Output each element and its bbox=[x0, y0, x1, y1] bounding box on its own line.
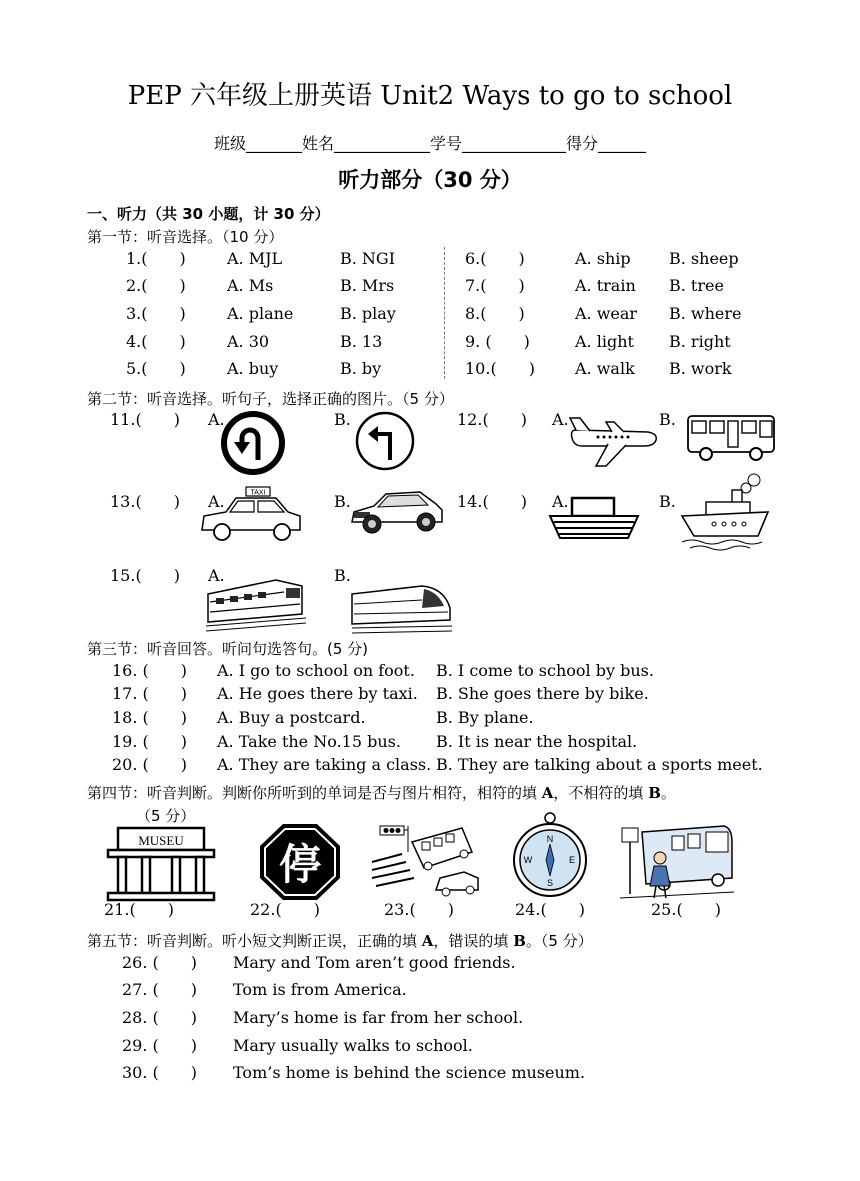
boat-icon[interactable] bbox=[548, 494, 640, 542]
column-divider bbox=[444, 247, 445, 379]
subway-icon[interactable] bbox=[352, 580, 452, 634]
option-a: A. He goes there by taxi. bbox=[217, 684, 418, 703]
option-b: B. By plane. bbox=[436, 708, 534, 727]
question-number[interactable]: 25.( ) bbox=[651, 900, 721, 919]
statement: Mary and Tom aren’t good friends. bbox=[233, 953, 516, 972]
option-a: A. plane bbox=[227, 304, 294, 323]
turn-left-sign-icon[interactable] bbox=[352, 410, 418, 472]
section5-title-text: 第五节：听音判断。听小短文判断正误，正确的填 bbox=[87, 932, 422, 950]
section5-title-text: ，错误的填 bbox=[433, 932, 514, 950]
option-a: A. Take the No.15 bus. bbox=[217, 732, 401, 751]
section2-title: 第二节：听音选择。听句子，选择正确的图片。（5 分） bbox=[87, 390, 454, 408]
section3-title: 第三节：听音回答。听问句选答句。(5 分) bbox=[87, 640, 369, 658]
question-number[interactable]: 30. ( ) bbox=[122, 1063, 198, 1082]
option-a: A. wear bbox=[575, 304, 638, 323]
question-number[interactable]: 10.( ) bbox=[465, 359, 535, 378]
statement: Mary’s home is far from her school. bbox=[233, 1008, 524, 1027]
option-b: B. She goes there by bike. bbox=[436, 684, 649, 703]
option-b: B. work bbox=[669, 359, 732, 378]
option-a: A. walk bbox=[575, 359, 635, 378]
section4-title bbox=[87, 782, 676, 803]
option-b: B. where bbox=[669, 304, 742, 323]
svg-text:N: N bbox=[546, 834, 554, 844]
bus-icon[interactable] bbox=[686, 414, 778, 462]
option-a: A. I go to school on foot. bbox=[217, 661, 415, 680]
question-number[interactable]: 9. ( ) bbox=[465, 332, 530, 351]
girl-waiting-bus-icon[interactable] bbox=[620, 822, 734, 902]
question-number[interactable]: 20. ( ) bbox=[112, 755, 188, 774]
option-b: B. 13 bbox=[340, 332, 383, 351]
question-number[interactable]: 3.( ) bbox=[126, 304, 186, 323]
svg-text:E: E bbox=[568, 855, 576, 865]
answer-a-mark: A bbox=[421, 932, 434, 950]
option-b: B. play bbox=[340, 304, 396, 323]
museum-icon[interactable] bbox=[106, 826, 216, 902]
car-icon[interactable] bbox=[348, 486, 444, 538]
question-number[interactable]: 6.( ) bbox=[465, 249, 525, 268]
option-a: A. ship bbox=[575, 249, 631, 268]
question-number[interactable]: 17. ( ) bbox=[112, 684, 188, 703]
museum-label: MUSEU bbox=[138, 833, 184, 848]
option-b-label: B. bbox=[334, 566, 351, 585]
answer-b-mark: B bbox=[648, 784, 661, 802]
question-number[interactable]: 5.( ) bbox=[126, 359, 186, 378]
listening-header: 听力部分（30 分） bbox=[338, 168, 522, 192]
answer-b-mark: B bbox=[513, 932, 526, 950]
section4-title-text: ，不相符的填 bbox=[553, 784, 649, 802]
student-info-line: 班级_______姓名____________学号_____________得分______ bbox=[213, 134, 646, 153]
question-number[interactable]: 13.( ) bbox=[110, 492, 180, 511]
question-number[interactable]: 19. ( ) bbox=[112, 732, 188, 751]
question-number[interactable]: 15.( ) bbox=[110, 566, 180, 585]
question-number[interactable]: 4.( ) bbox=[126, 332, 186, 351]
question-number[interactable]: 21.( ) bbox=[104, 900, 174, 919]
question-number[interactable]: 8.( ) bbox=[465, 304, 525, 323]
stop-sign-icon[interactable] bbox=[258, 822, 342, 902]
option-a: A. They are taking a class. bbox=[217, 755, 432, 774]
option-a: A. MJL bbox=[227, 249, 283, 268]
option-b: B. tree bbox=[669, 276, 724, 295]
option-a-label: A. bbox=[208, 492, 225, 511]
question-number[interactable]: 18. ( ) bbox=[112, 708, 188, 727]
option-a-label: A. bbox=[552, 410, 569, 429]
option-a: A. train bbox=[575, 276, 636, 295]
svg-text:W: W bbox=[523, 855, 533, 865]
answer-a-mark: A bbox=[541, 784, 554, 802]
statement: Tom is from America. bbox=[233, 980, 407, 999]
question-number[interactable]: 11.( ) bbox=[110, 410, 180, 429]
statement: Mary usually walks to school. bbox=[233, 1036, 473, 1055]
option-a: A. light bbox=[575, 332, 634, 351]
option-b-label: B. bbox=[659, 492, 676, 511]
taxi-icon[interactable] bbox=[196, 484, 304, 546]
option-a-label: A. bbox=[208, 566, 225, 585]
compass-icon[interactable] bbox=[512, 812, 588, 902]
option-b: B. NGI bbox=[340, 249, 396, 268]
option-b-label: B. bbox=[334, 492, 351, 511]
question-number[interactable]: 12.( ) bbox=[457, 410, 527, 429]
question-number[interactable]: 26. ( ) bbox=[122, 953, 198, 972]
option-b: B. sheep bbox=[669, 249, 739, 268]
question-number[interactable]: 14.( ) bbox=[457, 492, 527, 511]
question-number[interactable]: 16. ( ) bbox=[112, 661, 188, 680]
option-a: A. 30 bbox=[227, 332, 270, 351]
u-turn-sign-icon[interactable] bbox=[220, 410, 286, 476]
traffic-scene-icon[interactable] bbox=[372, 822, 482, 902]
section5-title-text: 。（5 分） bbox=[525, 932, 593, 950]
section1-title: 第一节：听音选择。（10 分） bbox=[87, 228, 284, 246]
train-icon[interactable] bbox=[206, 574, 306, 632]
part-one-title: 一、听力（共 30 小题，计 30 分） bbox=[87, 205, 330, 223]
section5-title bbox=[87, 930, 593, 951]
question-number[interactable]: 22.( ) bbox=[250, 900, 320, 919]
stop-sign-char: 停 bbox=[278, 840, 322, 889]
svg-text:TAXI: TAXI bbox=[250, 489, 266, 497]
option-a: A. buy bbox=[227, 359, 279, 378]
option-b: B. It is near the hospital. bbox=[436, 732, 638, 751]
option-a: A. Buy a postcard. bbox=[217, 708, 366, 727]
option-b-label: B. bbox=[334, 410, 351, 429]
option-b: B. They are talking about a sports meet. bbox=[436, 755, 763, 774]
question-number[interactable]: 1.( ) bbox=[126, 249, 186, 268]
option-b: B. right bbox=[669, 332, 731, 351]
statement: Tom’s home is behind the science museum. bbox=[233, 1063, 586, 1082]
question-number[interactable]: 29. ( ) bbox=[122, 1036, 198, 1055]
question-number[interactable]: 24.( ) bbox=[515, 900, 585, 919]
section4-title-text: 第四节：听音判断。判断你所听到的单词是否与图片相符，相符的填 bbox=[87, 784, 542, 802]
page-title: PEP 六年级上册英语 Unit2 Ways to go to school bbox=[127, 81, 733, 111]
section4-title-text: 。 bbox=[660, 784, 676, 802]
option-a-label: A. bbox=[552, 492, 569, 511]
question-number[interactable]: 28. ( ) bbox=[122, 1008, 198, 1027]
option-b-label: B. bbox=[659, 410, 676, 429]
plane-icon[interactable] bbox=[568, 414, 660, 468]
question-number[interactable]: 2.( ) bbox=[126, 276, 186, 295]
option-b: B. by bbox=[340, 359, 382, 378]
svg-text:S: S bbox=[546, 878, 554, 888]
question-number[interactable]: 23.( ) bbox=[384, 900, 454, 919]
ship-icon[interactable] bbox=[680, 472, 770, 550]
option-a: A. Ms bbox=[227, 276, 274, 295]
option-b: B. I come to school by bus. bbox=[436, 661, 654, 680]
section4-score: （5 分） bbox=[136, 807, 196, 825]
option-b: B. Mrs bbox=[340, 276, 395, 295]
question-number[interactable]: 27. ( ) bbox=[122, 980, 198, 999]
option-a-label: A. bbox=[208, 410, 225, 429]
question-number[interactable]: 7.( ) bbox=[465, 276, 525, 295]
